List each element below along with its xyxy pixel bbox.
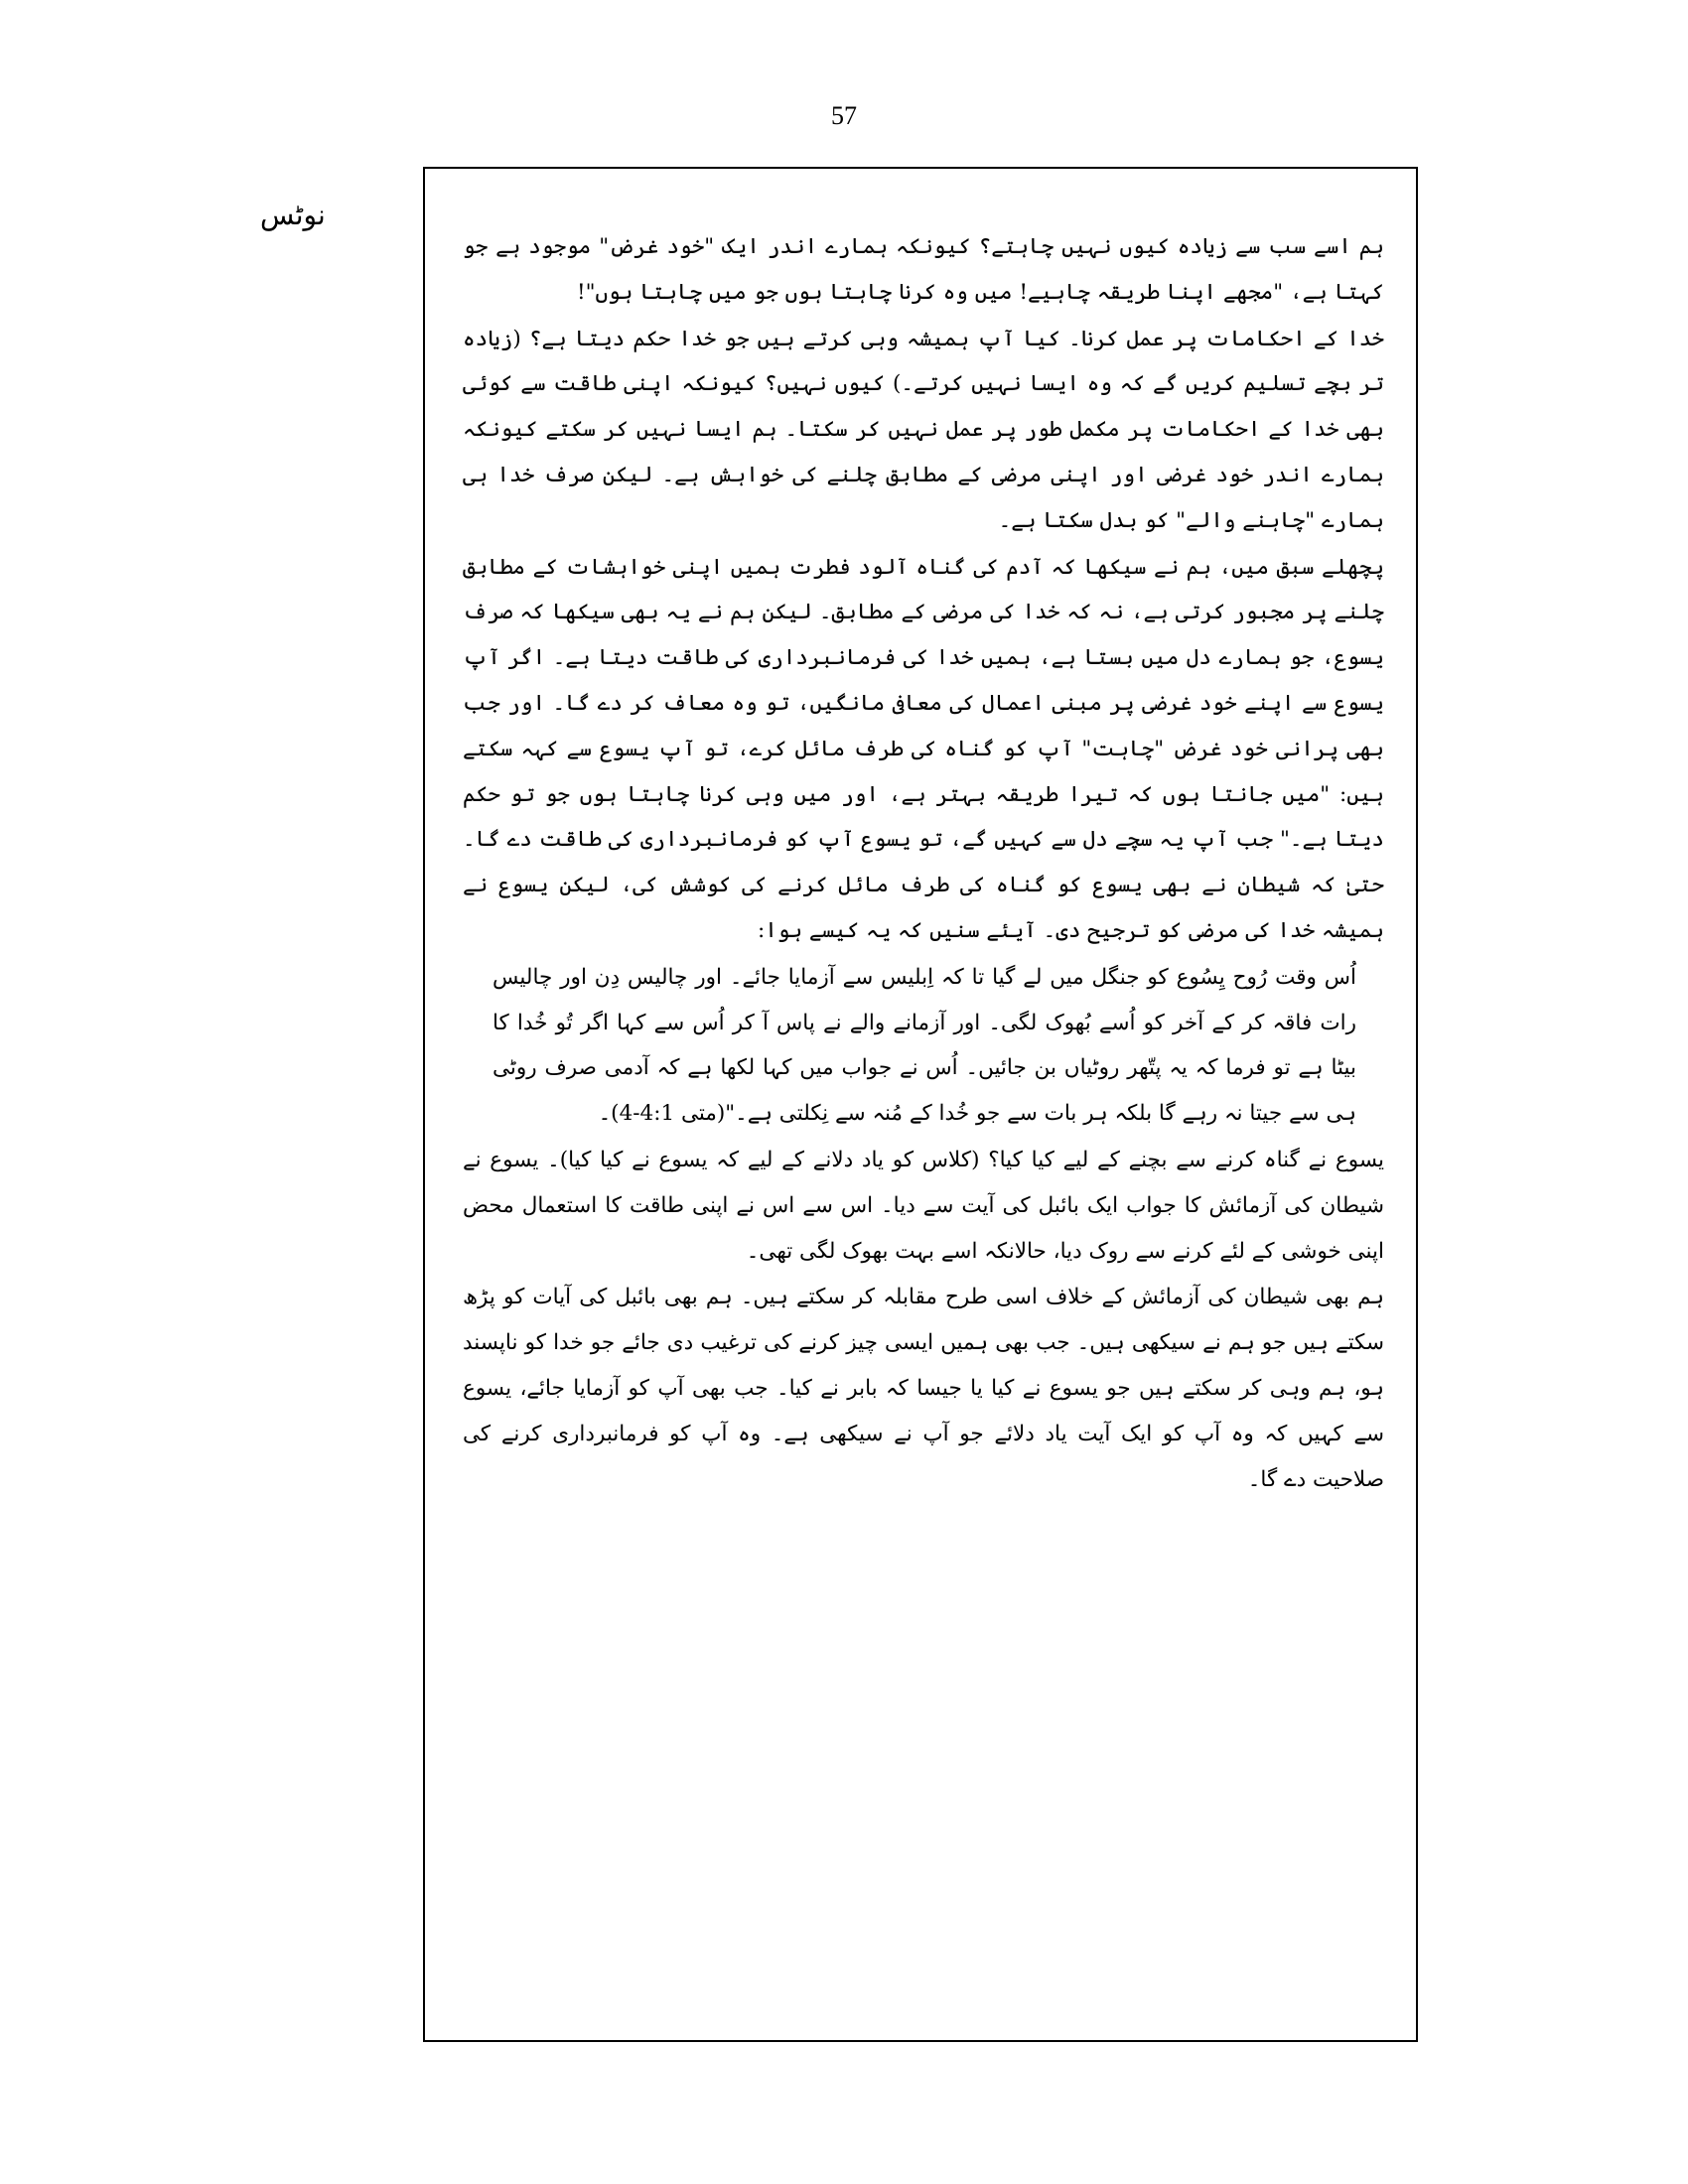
- paragraph-3: پچھلے سبق میں، ہم نے سیکھا کہ آدم کی گناہ آلود فطرت ہمیں اپنی خواہشات کے مطابق چلنے پر مجبور کرتی ہے، نہ کہ خدا کی مرضی کے مطابق۔ لیکن ہم نے یہ بھی سیکھا کہ صرف یسوع، جو ہمارے دل میں بستا ہے، ہمیں خدا کی فرمانبرداری کی طاقت دیتا ہے۔ اگر آپ یسوع سے اپنے خود غرضی پر مبنی اعمال کی معافی مانگیں، تو وہ معاف کر دے گا۔ اور جب بھی پرانی خود غرض "چاہت" آپ کو گناہ کی طرف مائل کرے، تو آپ یسوع سے کہہ سکتے ہیں: "میں جانتا ہوں کہ تیرا طریقہ بہتر ہے، اور میں وہی کرنا چاہتا ہوں جو تو حکم دیتا ہے۔" جب آپ یہ سچے دل سے کہیں گے، تو یسوع آپ کو فرمانبرداری کی طاقت دے گا۔ حتیٰ کہ شیطان نے بھی یسوع کو گناہ کی طرف مائل کرنے کی کوشش کی، لیکن یسوع نے ہمیشہ خدا کی مرضی کو ترجیح دی۔ آیئے سنیں کہ یہ کیسے ہوا:: [463, 554, 1384, 943]
- scripture-quote-text: اُس وقت رُوح یِسُوع کو جنگل میں لے گیا تا کہ اِبلیس سے آزمایا جائے۔ اور چالیس دِن اور چالیس رات فاقہ کر کے آخر کو اُسے بُھوک لگی۔ اور آزمانے والے نے پاس آ کر اُس سے کہا اگر تُو خُدا کا بیٹا ہے تو فرما کہ یہ پتّھر روٹیاں بن جائیں۔ اُس نے جواب میں کہا لکھا ہے کہ آدمی صرف روٹی ہی سے جیتا نہ رہے گا بلکہ ہر بات سے جو خُدا کے مُنہ سے نِکلتی ہے۔"(متی 4:1-4)۔: [492, 964, 1356, 1127]
- paragraph-2: خدا کے احکامات پر عمل کرنا۔ کیا آپ ہمیشہ وہی کرتے ہیں جو خدا حکم دیتا ہے؟ (زیادہ تر بچے تسلیم کریں گے کہ وہ ایسا نہیں کرتے۔) کیوں نہیں؟ کیونکہ اپنی طاقت سے کوئی بھی خدا کے احکامات پر مکمل طور پر عمل نہیں کر سکتا۔ ہم ایسا نہیں کر سکتے کیونکہ ہمارے اندر خود غرضی اور اپنی مرضی کے مطابق چلنے کی خواہش ہے۔ لیکن صرف خدا ہی ہمارے "چاہنے والے" کو بدل سکتا ہے۔: [463, 326, 1384, 533]
- page-number: 57: [831, 101, 857, 130]
- lesson-content-box: [423, 167, 1418, 2042]
- notes-margin-label: نوٹس: [260, 199, 326, 231]
- scripture-quote: [492, 955, 1356, 1137]
- paragraph-4: یسوع نے گناہ کرنے سے بچنے کے لیے کیا کیا؟ (کلاس کو یاد دلانے کے لیے کہ یسوع نے کیا کیا)۔ یسوع نے شیطان کی آزمائش کا جواب ایک بائبل کی آیت سے دیا۔ اس سے اس نے اپنی طاقت کا استعمال محض اپنی خوشی کے لئے کرنے سے روک دیا، حالانکہ اسے بہت بھوک لگی تھی۔: [463, 1147, 1384, 1264]
- paragraph-5: ہم بھی شیطان کی آزمائش کے خلاف اسی طرح مقابلہ کر سکتے ہیں۔ ہم بھی بائبل کی آیات کو پڑھ سکتے ہیں جو ہم نے سیکھی ہیں۔ جب بھی ہمیں ایسی چیز کرنے کی ترغیب دی جائے جو خدا کو ناپسند ہو، ہم وہی کر سکتے ہیں جو یسوع نے کیا یا جیسا کہ بابر نے کیا۔ جب بھی آپ کو آزمایا جائے، یسوع سے کہیں کہ وہ آپ کو ایک آیت یاد دلائے جو آپ نے سیکھی ہے۔ وہ آپ کو فرمانبرداری کرنے کی صلاحیت دے گا۔: [463, 1285, 1384, 1492]
- paragraph-1: ہم اسے سب سے زیادہ کیوں نہیں چاہتے؟ کیونکہ ہمارے اندر ایک "خود غرض" موجود ہے جو کہتا ہے، "مجھے اپنا طریقہ چاہیے! میں وہ کرنا چاہتا ہوں جو میں چاہتا ہوں"!: [463, 234, 1384, 305]
